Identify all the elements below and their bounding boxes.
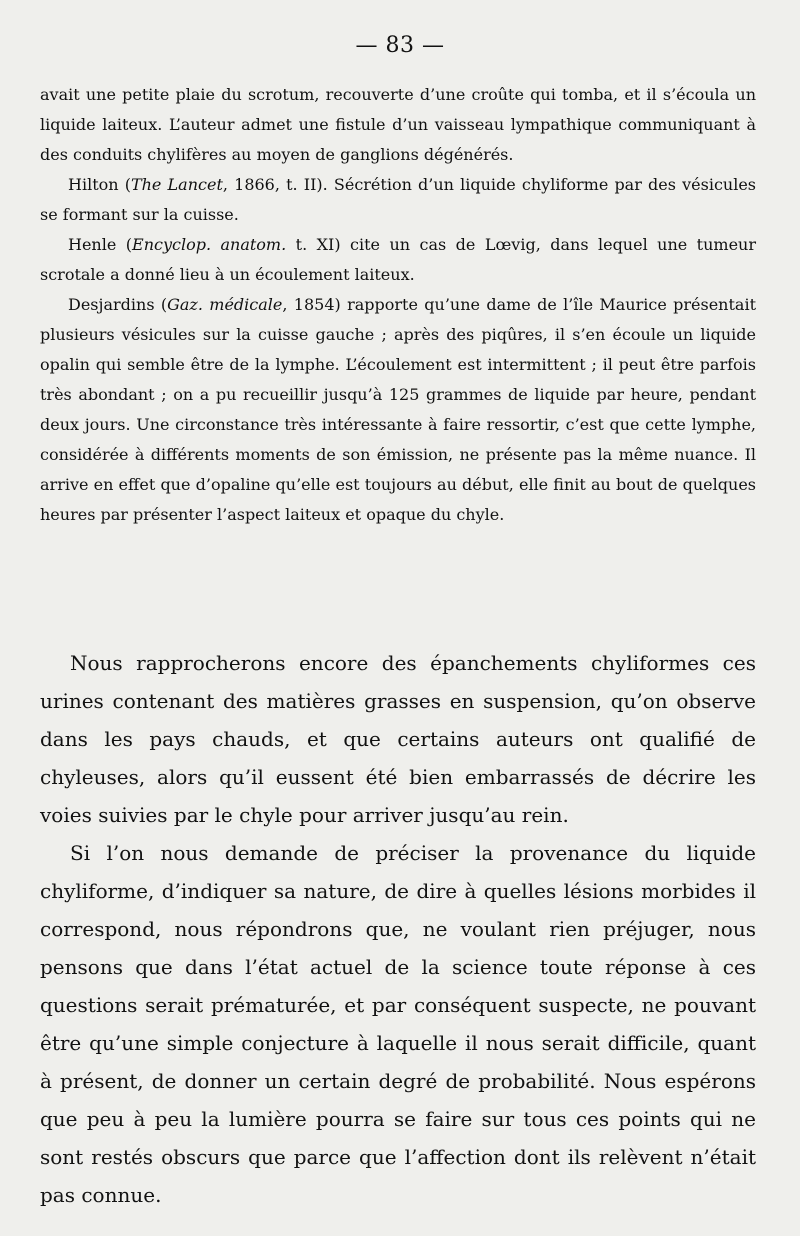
body-paragraph-2: Si l’on nous demande de préciser la provenance du liquide chyliforme, d’indiquer sa nature, de dire à quelles lésions morbides il correspond, nous répondrons que, ne voulant rien préjuger, nous pensons que dans l’état actuel de la science toute réponse à ces questions serait prématurée, et par conséquent suspecte, ne pouvant être qu’une simple conjecture à laquelle il nous serait difficile, quant à présent, de donner un certain degré de probabilité. Nous espérons que peu à peu la lumière pourra se faire sur tous ces points qui ne sont restés obscurs que parce que l’affection dont ils relèvent n’était pas connue. [40,841,756,1207]
note-4-text: , 1854) rapporte qu’une dame de l’île Maurice présentait plusieurs vésicules sur la cuisse gauche ; après des piqûres, il s’en écoule un liquide opalin qui semble être de la lymphe. L’écoulement est intermittent ; il peut être parfois très abondant ; on a pu recueillir jusqu’à 125 grammes de liquide par heure, pendant deux jours. Une circonstance très intéressante à faire ressortir, c’est que cette lymphe, considérée à différents moments de son émission, ne présente pas la même nuance. Il arrive en effet que d’opaline qu’elle est toujours au début, elle finit au bout de quelques heures par présenter l’aspect laiteux et opaque du chyle. [40,295,756,524]
body-paragraph-1: Nous rapprocherons encore des épanchements chyliformes ces urines contenant des matières grasses en suspension, qu’on observe dans les pays chauds, et que certains auteurs ont qualifié de chyleuses, alors qu’il eussent été bien embarrassés de décrire les voies suivies par le chyle pour arriver jusqu’au rein. [40,651,756,827]
note-4-author: Desjardins ( [68,295,168,314]
note-3-source-title: Encyclop. anatom. [132,235,287,254]
note-paragraph-1 [40,80,756,170]
note-1-text: avait une petite plaie du scrotum, recouverte d’une croûte qui tomba, et il s’écoula un liquide laiteux. L’auteur admet une fistule d’un vaisseau lympathique communiquant à des conduits chylifères au moyen de ganglions dégénérés. [40,85,756,164]
note-2-text: , 1866, t. II). Sécrétion d’un liquide chyliforme par des vésicules se formant sur la cuisse. [40,175,756,224]
notes-section [40,80,756,530]
note-paragraph-hilton [40,170,756,230]
note-paragraph-henle [40,230,756,290]
note-3-author: Henle ( [68,235,133,254]
main-text-section [40,644,756,1214]
page-number: — 83 — [355,33,445,58]
note-2-author: Hilton ( [68,175,131,194]
note-3-text: t. XI) cite un cas de Lœvig, dans lequel une tumeur scrotale a donné lieu à un écoulement laiteux. [40,235,757,284]
note-2-source-title: The Lancet [130,175,223,194]
note-4-source-title: Gaz. médicale [167,295,283,314]
note-paragraph-desjardins [40,290,756,530]
